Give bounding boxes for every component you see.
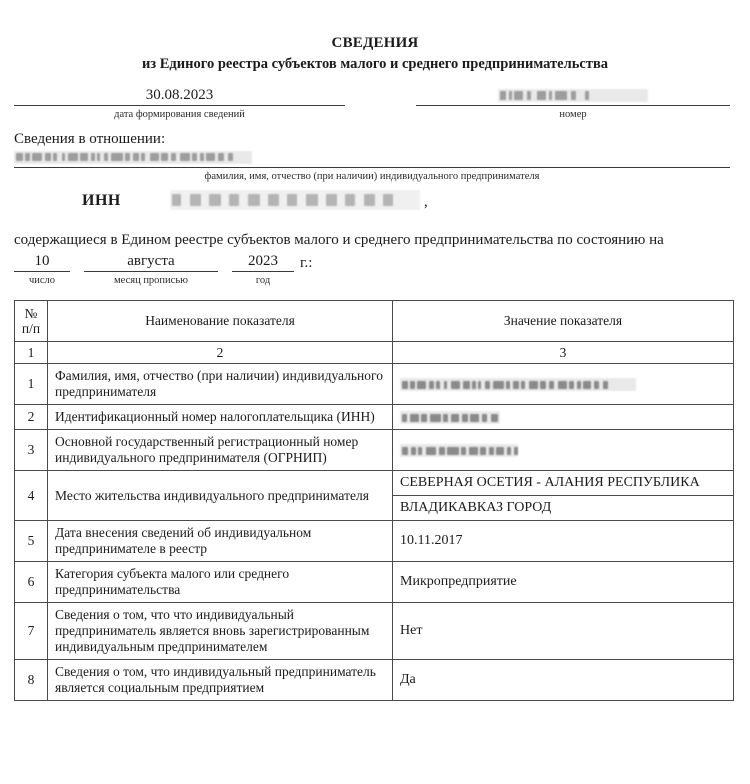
row-name: Место жительства индивидуального предпринимателя <box>48 471 393 521</box>
as-of-month-value: августа <box>127 253 175 269</box>
inn-row <box>0 190 750 216</box>
document-number-rule <box>416 105 730 106</box>
header-number-line1: № <box>24 306 38 321</box>
row-number: 4 <box>15 471 48 521</box>
subject-name-value <box>14 148 730 167</box>
table-row <box>15 603 734 660</box>
table-row <box>15 471 734 521</box>
row-name: Основной государственный регистрационный номер индивидуального предпринимателя (ОГРНИП) <box>48 430 393 471</box>
row-number: 7 <box>15 603 48 660</box>
as-of-year-caption: год <box>255 275 271 286</box>
redacted-subject-name <box>14 151 252 164</box>
row-number: 8 <box>15 660 48 701</box>
redacted-row-1-value <box>400 378 636 391</box>
row-name: Категория субъекта малого или среднего предпринимательства <box>48 562 393 603</box>
as-of-month-field <box>84 252 218 287</box>
indicators-table <box>14 300 734 701</box>
row-name: Фамилия, имя, отчество (при наличии) индивидуального предпринимателя <box>48 364 393 405</box>
table-header-row <box>15 301 734 342</box>
inn-value-box <box>170 190 420 214</box>
as-of-month-rule <box>84 271 218 272</box>
statement-body-line: содержащиеся в Едином реестре субъектов малого и среднего предпринимательства по состоянию на <box>14 232 664 248</box>
indicators-table-head <box>15 301 734 364</box>
table-row <box>15 364 734 405</box>
indicators-table-body <box>15 364 734 701</box>
as-of-year-rule <box>232 271 294 272</box>
subject-name-caption: фамилия, имя, отчество (при наличии) индивидуального предпринимателя <box>204 171 540 182</box>
table-column-index-row <box>15 342 734 364</box>
as-of-date-row <box>0 252 750 292</box>
redacted-row-3-value <box>400 444 518 457</box>
header-cell-name: Наименование показателя <box>48 301 393 342</box>
row-value <box>393 405 734 430</box>
inn-label: ИНН <box>82 192 121 209</box>
column-index-number: 1 <box>15 342 48 364</box>
row-number: 1 <box>15 364 48 405</box>
table-row <box>15 521 734 562</box>
as-of-day-field <box>14 252 70 287</box>
address-split-table <box>393 471 733 520</box>
inn-trailing-comma: , <box>424 194 428 210</box>
row-name: Сведения о том, что индивидуальный предприниматель является социальным предприятием <box>48 660 393 701</box>
page-subtitle: из Единого реестра субъектов малого и среднего предпринимательства <box>141 56 609 72</box>
row-value: Нет <box>393 603 734 660</box>
row-value <box>393 364 734 405</box>
row-value: 10.11.2017 <box>393 521 734 562</box>
row-value: Микропредприятие <box>393 562 734 603</box>
formation-date-field <box>14 86 345 121</box>
address-city: ВЛАДИКАВКАЗ ГОРОД <box>400 500 552 515</box>
address-region: СЕВЕРНАЯ ОСЕТИЯ - АЛАНИЯ РЕСПУБЛИКА <box>393 471 733 496</box>
document-title-block <box>0 34 750 74</box>
redacted-inn-value <box>170 190 420 210</box>
redacted-document-number <box>498 89 648 102</box>
row-value <box>393 471 734 521</box>
as-of-year-value: 2023 <box>248 253 278 269</box>
formation-date-rule <box>14 105 345 106</box>
subject-name-rule <box>14 167 730 168</box>
as-of-year-suffix: г.: <box>300 255 313 271</box>
row-name: Сведения о том, что что индивидуальный предприниматель является вновь зарегистрированным индивидуальным предпринимателем <box>48 603 393 660</box>
as-of-day-rule <box>14 271 70 272</box>
row-name: Идентификационный номер налогоплательщика (ИНН) <box>48 405 393 430</box>
page-title: СВЕДЕНИЯ <box>331 35 419 51</box>
as-of-day-caption: число <box>28 275 56 286</box>
row-number: 3 <box>15 430 48 471</box>
subject-intro-label: Сведения в отношении: <box>14 131 166 147</box>
header-number-line2: п/п <box>21 321 41 336</box>
row-name: Дата внесения сведений об индивидуальном предпринимателе в реестр <box>48 521 393 562</box>
document-number-value <box>416 86 730 104</box>
document-number-caption: номер <box>559 109 587 120</box>
subject-name-field <box>14 148 730 183</box>
row-value: Да <box>393 660 734 701</box>
header-cell-value: Значение показателя <box>393 301 734 342</box>
as-of-year-field <box>232 252 294 287</box>
formation-date-value: 30.08.2023 <box>145 87 214 103</box>
date-number-row <box>0 86 750 128</box>
formation-date-caption: дата формирования сведений <box>114 109 245 120</box>
row-number: 6 <box>15 562 48 603</box>
column-index-name: 2 <box>48 342 393 364</box>
row-value <box>393 430 734 471</box>
row-number: 2 <box>15 405 48 430</box>
table-row <box>15 430 734 471</box>
row-number: 5 <box>15 521 48 562</box>
table-row <box>15 660 734 701</box>
header-cell-number <box>15 301 48 342</box>
as-of-day-value: 10 <box>34 253 50 269</box>
table-row <box>15 562 734 603</box>
document-number-field <box>416 86 730 121</box>
redacted-row-2-value <box>400 411 500 424</box>
as-of-month-caption: месяц прописью <box>114 275 188 286</box>
column-index-value: 3 <box>393 342 734 364</box>
table-row <box>15 405 734 430</box>
